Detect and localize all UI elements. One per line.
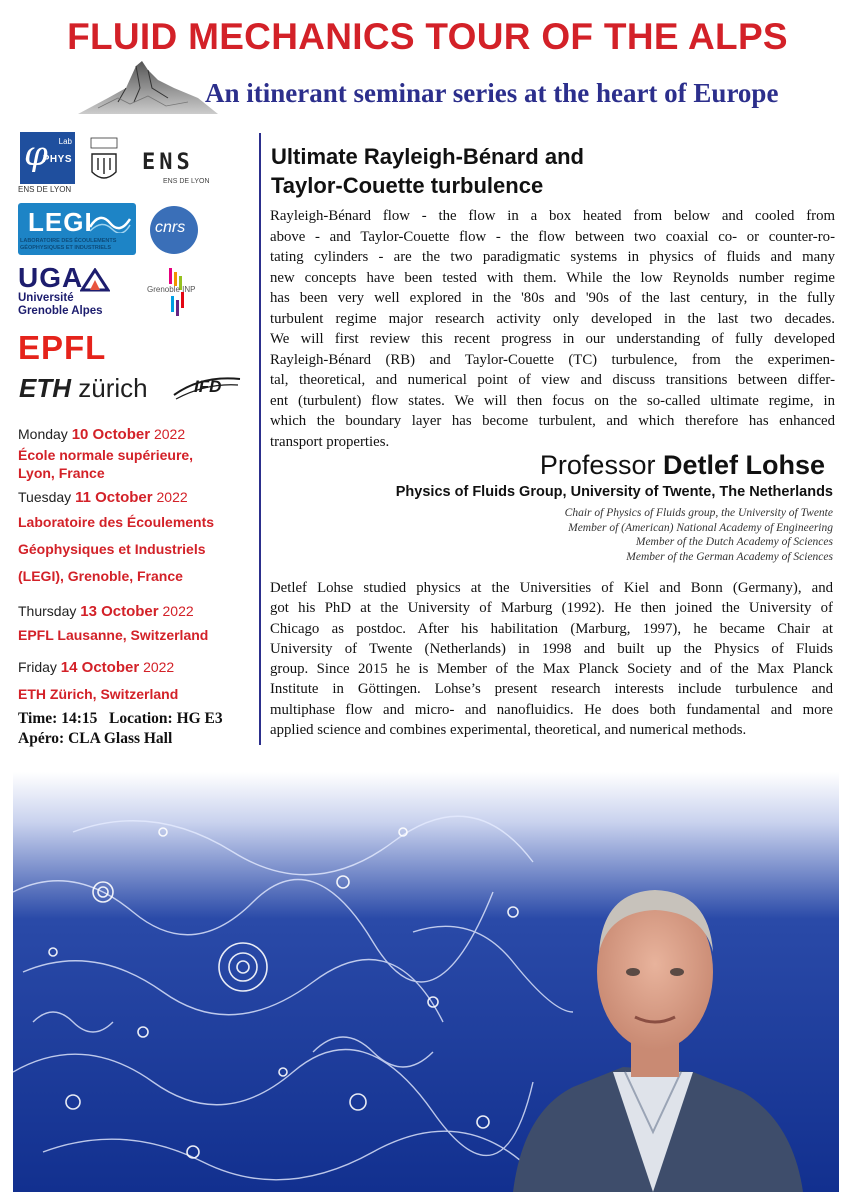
- ens-logo: ENS: [142, 150, 194, 175]
- schedule-day-3: [18, 603, 194, 620]
- speaker-affiliation: Physics of Fluids Group, University of Twente, The Netherlands: [395, 484, 833, 500]
- cnrs-logo-text: cnrs: [155, 219, 186, 236]
- universite-de-lyon-logo: [88, 136, 120, 186]
- role-line: Member of the Dutch Academy of Sciences: [635, 536, 833, 549]
- ifd-logo-text: IFD: [194, 377, 222, 396]
- matterhorn-illustration: [78, 58, 218, 116]
- role-line: Chair of Physics of Fluids group, the University of Twente: [564, 507, 833, 519]
- date: 11 October: [75, 489, 153, 506]
- date: 10 October: [71, 426, 151, 443]
- apero-line: Apéro: CLA Glass Hall: [18, 730, 173, 747]
- speaker-prefix: Professor: [539, 450, 656, 480]
- speaker-bio: [270, 578, 833, 740]
- bio-line: group. Since 2015 he is Member of the Max Planck Society and of the Max Planck: [270, 661, 833, 678]
- talk-title-line-1: Ultimate Rayleigh-Bénard and: [271, 144, 584, 169]
- wave-icon: [88, 209, 132, 233]
- cnrs-logo: [150, 206, 198, 254]
- uga-logo: UGA: [18, 262, 84, 293]
- year: 2022: [153, 426, 186, 442]
- abstract-line: tating cylinders - are the two paradigmatic systems in physics of fluids and many: [270, 249, 835, 265]
- uga-caption-line-2: Grenoble Alpes: [18, 305, 103, 317]
- weekday: Thursday: [18, 603, 77, 619]
- labphys-lab-text: Lab: [58, 137, 72, 146]
- abstract-line: tal, theoretical, and numerical point of view and discuss transitions between differ-: [270, 372, 835, 388]
- schedule-day-1: [18, 426, 185, 443]
- abstract-line: above - and Taylor-Couette flow - the flow between two coaxial co- or counter-ro-: [270, 228, 835, 245]
- talk-title: [271, 142, 831, 200]
- role-line: Member of (American) National Academy of Engineering: [568, 521, 833, 534]
- venue-line: ETH Zürich, Switzerland: [18, 686, 179, 702]
- bio-line: Institute in Göttingen. Lohse’s present research interests include turbulence and: [270, 681, 833, 698]
- time-location-line: Time: 14:15 Location: HG E3: [18, 710, 223, 727]
- grenoble-inp-text: Grenoble INP: [147, 285, 196, 294]
- abstract-line: has been very well explored in the '80s and '90s of the last century, in the fully: [270, 290, 835, 306]
- uga-triangle-icon: [80, 268, 110, 292]
- weekday: Monday: [18, 426, 68, 442]
- legi-caption: LABORATOIRE DES ÉCOULEMENTS GÉOPHYSIQUES ET INDUSTRIELS: [20, 238, 117, 251]
- ifd-logo: [172, 373, 242, 408]
- venue-line: EPFL Lausanne, Switzerland: [18, 627, 209, 643]
- year: 2022: [156, 489, 188, 505]
- bio-line: Chicago as postdoc. After his habilitation (Marburg, 1997), he became Chair at: [270, 620, 833, 637]
- legi-logo-text: LEGI: [28, 207, 93, 237]
- role-line: Member of the German Academy of Sciences: [626, 551, 833, 564]
- speaker-roles: [400, 506, 833, 565]
- abstract-line: ent (turbulent) flow states. We will then focus on the so-called ultimate regime, in: [270, 392, 835, 409]
- bio-line: University of Twente (Netherlands) in 1998 and built up the Physics of Fluids: [270, 640, 833, 657]
- abstract-line: turbulent regime major research activity only developed in the last two decades.: [270, 310, 835, 327]
- uga-caption: [18, 292, 103, 318]
- labphys-logo: [20, 132, 75, 184]
- phi-glyph: φ: [24, 134, 48, 174]
- venue-line: (LEGI), Grenoble, France: [18, 568, 183, 584]
- eth-zurich-logo: [19, 373, 148, 404]
- eth-logo-bold: ETH: [19, 373, 71, 403]
- date: 14 October: [60, 659, 140, 676]
- bio-line: multiphase flow and micro- and nanofluidics. He does both fundamental and more: [270, 701, 833, 718]
- year: 2022: [162, 603, 194, 619]
- abstract-line: Rayleigh-Bénard (RB) and Taylor-Couette (TC) turbulence, from the experimen-: [270, 351, 835, 368]
- speaker-photo-with-flow-background: [13, 772, 839, 1192]
- abstract-line: We will first review this recent progress in our understanding of fully developed: [270, 331, 835, 347]
- talk-title-line-2: Taylor-Couette turbulence: [271, 173, 544, 198]
- ens-caption: ENS DE LYON: [163, 178, 210, 185]
- schedule-day-4: [18, 659, 174, 676]
- labphys-caption: ENS DE LYON: [18, 185, 72, 194]
- epfl-logo: EPFL: [18, 329, 107, 366]
- column-divider: [259, 133, 261, 745]
- eth-logo-rest: zürich: [78, 373, 148, 403]
- weekday: Tuesday: [18, 489, 72, 505]
- bio-line: got his PhD at the University of Marburg (1992). He then joined the University of: [270, 600, 833, 617]
- grenoble-inp-bars-icon: [145, 266, 201, 322]
- uga-caption-line-1: Université: [18, 292, 74, 304]
- schedule-day-2: [18, 489, 188, 506]
- bio-line: applied science and combines experimental, theoretical, and numerical methods.: [270, 722, 747, 739]
- abstract-line: which the boundary layer has become turbulent, and which therefore has enhanced: [270, 413, 835, 429]
- year: 2022: [143, 659, 175, 675]
- labphys-phys-text: PHYS: [42, 154, 72, 165]
- venue-line: Laboratoire des Écoulements: [18, 514, 215, 530]
- date: 13 October: [80, 603, 159, 620]
- venue-line: Lyon, France: [18, 465, 105, 481]
- abstract: [270, 206, 835, 452]
- speaker-full-name: Detlef Lohse: [662, 450, 825, 480]
- venue-line: Géophysiques et Industriels: [18, 541, 206, 557]
- poster-title: FLUID MECHANICS TOUR OF THE ALPS: [67, 16, 788, 57]
- turbulence-flow-image: [13, 772, 839, 1192]
- poster-subtitle: An itinerant seminar series at the heart of Europe: [205, 78, 779, 108]
- venue-line: École normale supérieure,: [18, 447, 194, 463]
- abstract-line: new concepts have been tested with them. While the low Reynolds number regime: [270, 269, 835, 286]
- bio-line: Detlef Lohse studied physics at the Universities of Kiel and Bonn (Germany), and: [270, 580, 833, 596]
- abstract-line: transport properties.: [270, 433, 390, 450]
- speaker-name: [270, 450, 825, 481]
- weekday: Friday: [18, 659, 57, 675]
- abstract-line: Rayleigh-Bénard flow - the flow in a box heated from below and cooled from: [270, 208, 835, 224]
